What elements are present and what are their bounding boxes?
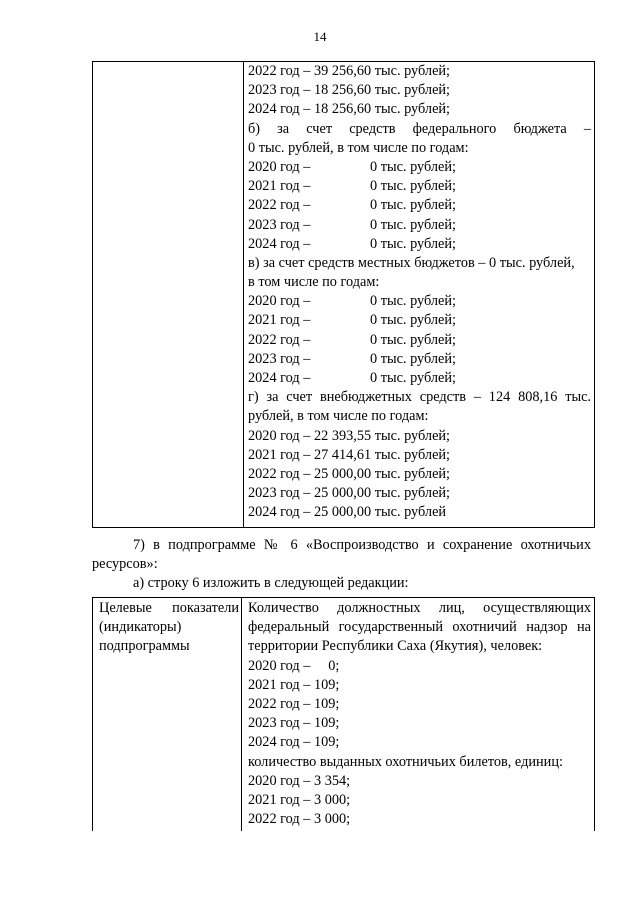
text-line: Количество должностных лиц, осуществляющих — [248, 600, 591, 616]
financing-cell-text — [248, 62, 591, 523]
year-row — [248, 196, 591, 215]
text-line: территории Республики Саха (Якутия), человек: — [248, 638, 543, 655]
amount: 0 тыс. рублей; — [370, 312, 457, 329]
text-line: 2021 год – 109; — [248, 676, 340, 693]
year-label: 2024 год – — [248, 370, 311, 386]
text-line: 2021 год – 3 000; — [248, 791, 351, 808]
amount: 0 тыс. рублей; — [370, 197, 457, 214]
year-label: 2021 год – — [248, 312, 311, 329]
text-line: г) за счет внебюджетных средств – 124 808,16 тыс. — [248, 389, 591, 406]
amount: 0 тыс. рублей; — [370, 370, 457, 386]
table-column-divider — [241, 598, 242, 831]
year-label: 2024 год – — [248, 235, 311, 252]
label-line: Целевые показатели — [99, 600, 239, 616]
indicators-value-cell — [248, 599, 591, 829]
amount: 0 тыс. рублей; — [370, 331, 457, 348]
text-line: рублей, в том числе по годам: — [248, 408, 429, 425]
amount: 0 тыс. рублей; — [370, 350, 457, 367]
amount: 0 тыс. рублей; — [370, 235, 457, 252]
text-line: 2020 год – 22 393,55 тыс. рублей; — [248, 427, 451, 444]
text-line: 2024 год – 25 000,00 тыс. рублей — [248, 504, 447, 521]
year-row — [248, 292, 591, 311]
year-label: 2021 год – — [248, 178, 311, 195]
indicators-label-cell — [99, 599, 239, 657]
amount: 0 тыс. рублей; — [370, 158, 457, 175]
text-line: 0 тыс. рублей, в том числе по годам: — [248, 139, 469, 156]
amount: 0 тыс. рублей; — [370, 293, 457, 310]
year-label: 2023 год – — [248, 350, 311, 367]
text-line: 2024 год – 18 256,60 тыс. рублей; — [248, 101, 451, 118]
year-label: 2022 год – — [248, 197, 311, 214]
amount: 0 тыс. рублей; — [370, 178, 457, 195]
text-line: в том числе по годам: — [248, 274, 380, 291]
paragraph-7-continuation: ресурсов»: — [92, 556, 158, 572]
year-row — [248, 350, 591, 369]
text-line: в) за счет средств местных бюджетов – 0 тыс. рублей, — [248, 254, 575, 271]
year-row — [248, 158, 591, 177]
text-line: 2020 год – 3 354; — [248, 772, 351, 789]
year-row — [248, 331, 591, 350]
label-line: (индикаторы) — [99, 619, 182, 636]
year-row — [248, 216, 591, 235]
year-row — [248, 311, 591, 330]
year-label: 2023 год – — [248, 216, 311, 233]
text-line: 2022 год – 25 000,00 тыс. рублей; — [248, 465, 451, 482]
year-row — [248, 369, 591, 388]
text-line: федеральный государственный охотничий надзор на — [248, 619, 591, 636]
text-line: 2022 год – 3 000; — [248, 811, 351, 828]
year-label: 2020 год – — [248, 293, 311, 310]
year-row — [248, 235, 591, 254]
text-line: количество выданных охотничьих билетов, единиц: — [248, 753, 563, 770]
year-row — [248, 177, 591, 196]
text-line: 2022 год – 109; — [248, 695, 340, 712]
text-line: 2023 год – 25 000,00 тыс. рублей; — [248, 485, 451, 502]
text-line: 2020 год – 0; — [248, 657, 340, 674]
label-line: подпрограммы — [99, 638, 190, 655]
year-label: 2022 год – — [248, 331, 311, 348]
text-line: б) за счет средств федерального бюджета – — [248, 120, 591, 137]
page-number: 14 — [313, 29, 327, 44]
text-line: 2022 год – 39 256,60 тыс. рублей; — [248, 63, 451, 79]
text-line: 2023 год – 109; — [248, 715, 340, 732]
text-line: 2021 год – 27 414,61 тыс. рублей; — [248, 446, 451, 463]
paragraph-7: 7) в подпрограмме № 6 «Воспроизводство и сохранение охотничьих — [133, 537, 591, 553]
amount: 0 тыс. рублей; — [370, 216, 457, 233]
text-line: 2023 год – 18 256,60 тыс. рублей; — [248, 82, 451, 99]
table-column-divider — [243, 62, 244, 527]
paragraph-a: а) строку 6 изложить в следующей редакции: — [133, 575, 409, 591]
text-line: 2024 год – 109; — [248, 734, 340, 751]
year-label: 2020 год – — [248, 158, 311, 175]
